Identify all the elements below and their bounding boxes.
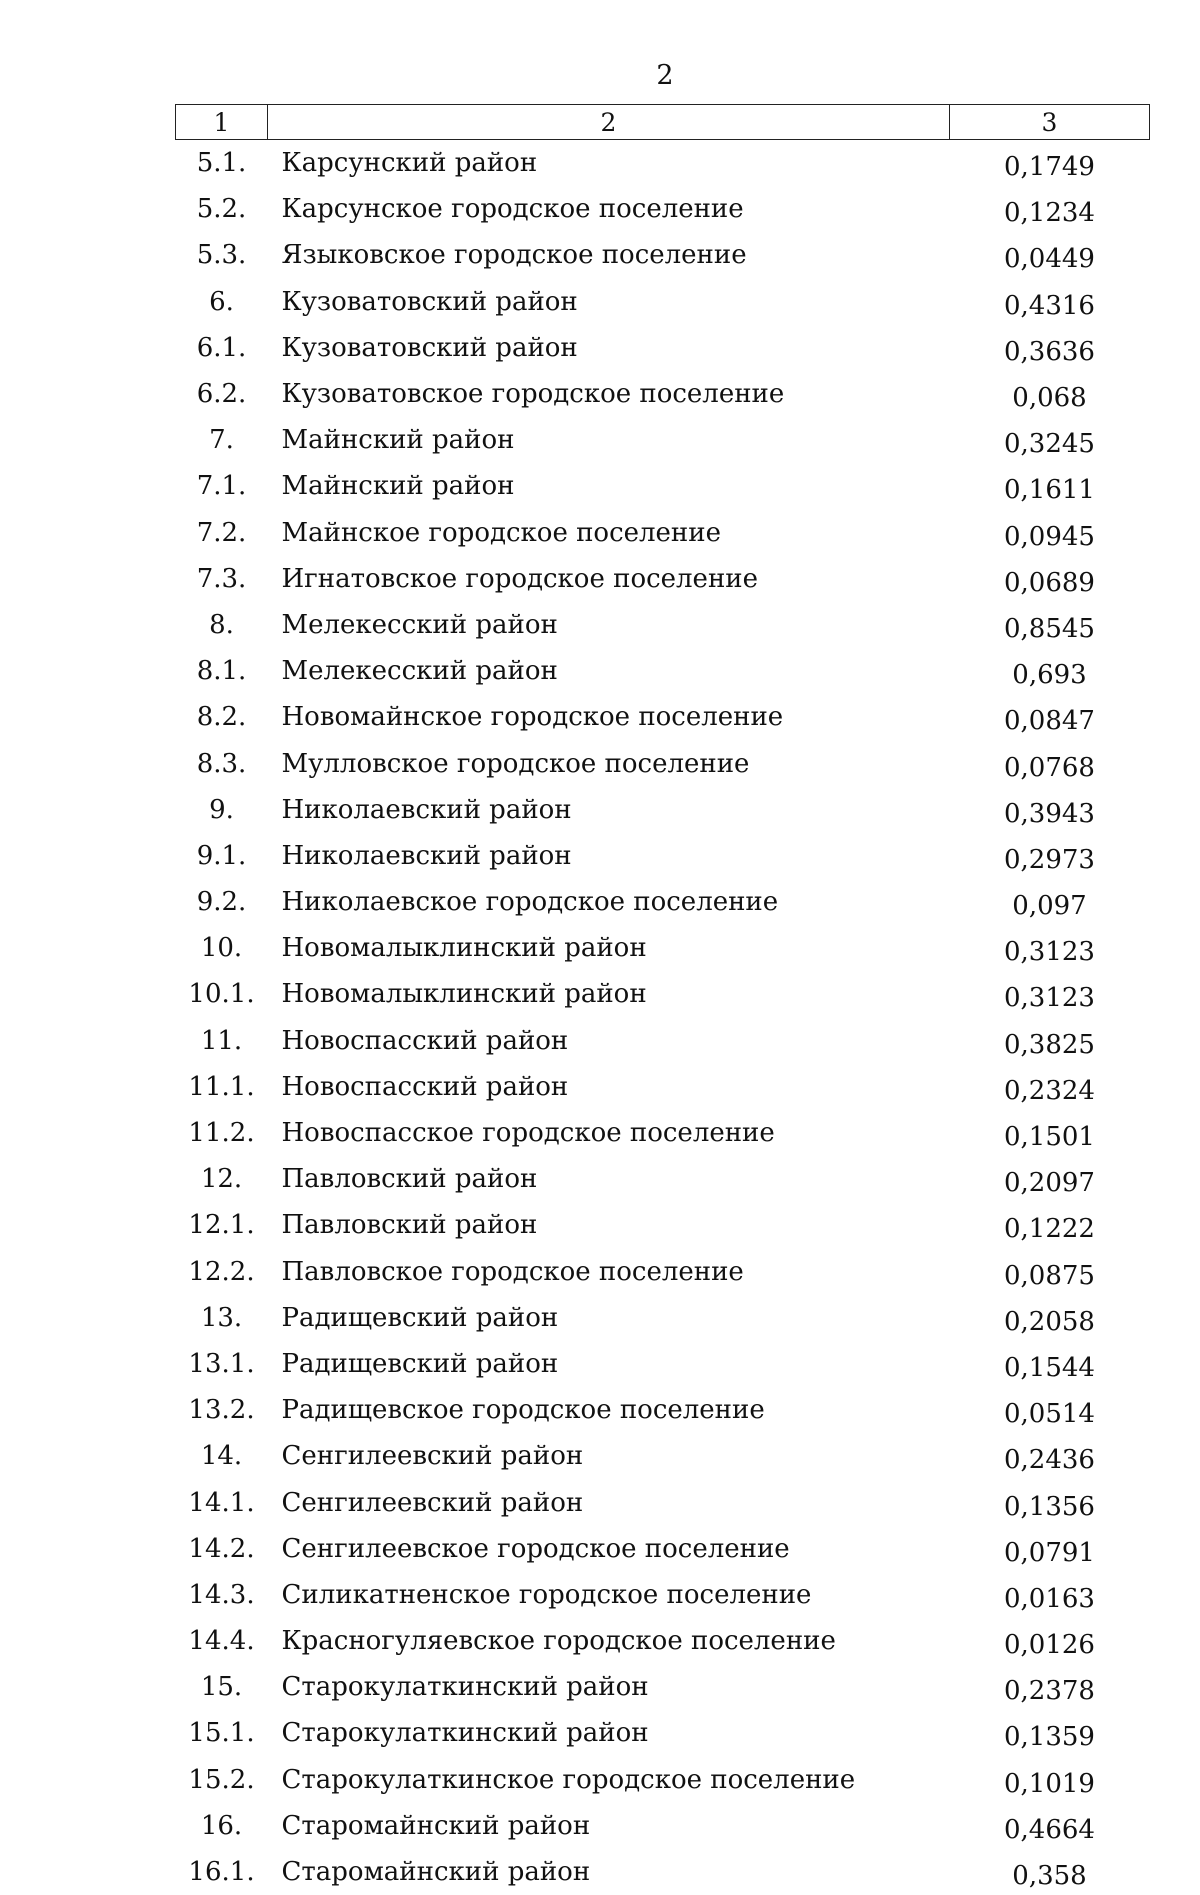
- row-value: 0,1234: [950, 186, 1150, 232]
- row-value: 0,2378: [950, 1664, 1150, 1710]
- row-number: 10.: [176, 925, 268, 971]
- row-value: 0,0514: [950, 1387, 1150, 1433]
- row-name: Мелекесский район: [268, 648, 950, 694]
- table-row: [176, 740, 1150, 786]
- row-value: 0,4316: [950, 279, 1150, 325]
- row-number: 14.3.: [176, 1572, 268, 1618]
- table-row: [176, 1479, 1150, 1525]
- row-number: 9.2.: [176, 879, 268, 925]
- row-value: 0,1611: [950, 463, 1150, 509]
- row-name: Мелекесский район: [268, 602, 950, 648]
- row-number: 12.1.: [176, 1202, 268, 1248]
- row-value: 0,3943: [950, 787, 1150, 833]
- table-row: [176, 787, 1150, 833]
- table-row: [176, 1433, 1150, 1479]
- row-name: Старокулаткинский район: [268, 1664, 950, 1710]
- row-name: Новоспасское городское поселение: [268, 1110, 950, 1156]
- table-row: [176, 1018, 1150, 1064]
- row-number: 6.1.: [176, 325, 268, 371]
- table-row: [176, 1387, 1150, 1433]
- row-value: 0,0768: [950, 740, 1150, 786]
- row-number: 6.: [176, 279, 268, 325]
- data-table: [175, 104, 1150, 1895]
- row-number: 6.2.: [176, 371, 268, 417]
- row-number: 11.1.: [176, 1064, 268, 1110]
- table-row: [176, 1295, 1150, 1341]
- table-row: [176, 1064, 1150, 1110]
- row-number: 13.2.: [176, 1387, 268, 1433]
- row-value: 0,1359: [950, 1710, 1150, 1756]
- row-value: 0,2436: [950, 1433, 1150, 1479]
- row-name: Павловский район: [268, 1156, 950, 1202]
- row-value: 0,693: [950, 648, 1150, 694]
- table-row: [176, 925, 1150, 971]
- row-number: 15.: [176, 1664, 268, 1710]
- table-row: [176, 971, 1150, 1017]
- row-name: Игнатовское городское поселение: [268, 556, 950, 602]
- row-name: Карсунское городское поселение: [268, 186, 950, 232]
- row-name: Павловский район: [268, 1202, 950, 1248]
- row-name: Красногуляевское городское поселение: [268, 1618, 950, 1664]
- row-number: 14.2.: [176, 1526, 268, 1572]
- header-col-3: 3: [950, 105, 1150, 140]
- row-value: 0,1019: [950, 1757, 1150, 1803]
- row-number: 5.3.: [176, 232, 268, 278]
- row-number: 7.: [176, 417, 268, 463]
- row-number: 16.: [176, 1803, 268, 1849]
- row-value: 0,0689: [950, 556, 1150, 602]
- row-value: 0,0126: [950, 1618, 1150, 1664]
- table-row: [176, 325, 1150, 371]
- table-row: [176, 1110, 1150, 1156]
- row-name: Новоспасский район: [268, 1064, 950, 1110]
- table-row: [176, 879, 1150, 925]
- row-value: 0,0791: [950, 1526, 1150, 1572]
- row-value: 0,3123: [950, 925, 1150, 971]
- row-value: 0,2973: [950, 833, 1150, 879]
- row-value: 0,3636: [950, 325, 1150, 371]
- table-row: [176, 648, 1150, 694]
- row-name: Сенгилеевский район: [268, 1433, 950, 1479]
- row-value: 0,1501: [950, 1110, 1150, 1156]
- table-row: [176, 556, 1150, 602]
- row-name: Старомайнский район: [268, 1803, 950, 1849]
- row-value: 0,0163: [950, 1572, 1150, 1618]
- row-value: 0,358: [950, 1849, 1150, 1895]
- row-name: Кузоватовский район: [268, 325, 950, 371]
- row-value: 0,3245: [950, 417, 1150, 463]
- table-row: [176, 1526, 1150, 1572]
- row-name: Николаевское городское поселение: [268, 879, 950, 925]
- row-name: Мулловское городское поселение: [268, 740, 950, 786]
- row-number: 7.3.: [176, 556, 268, 602]
- row-value: 0,0847: [950, 694, 1150, 740]
- row-number: 8.3.: [176, 740, 268, 786]
- row-name: Майнский район: [268, 417, 950, 463]
- table-row: [176, 1757, 1150, 1803]
- row-number: 16.1.: [176, 1849, 268, 1895]
- table-row: [176, 510, 1150, 556]
- row-number: 9.: [176, 787, 268, 833]
- table-row: [176, 232, 1150, 278]
- row-name: Старокулаткинский район: [268, 1710, 950, 1756]
- table-row: [176, 833, 1150, 879]
- table-row: [176, 140, 1150, 187]
- row-number: 8.2.: [176, 694, 268, 740]
- header-col-1: 1: [176, 105, 268, 140]
- row-number: 13.: [176, 1295, 268, 1341]
- row-value: 0,0449: [950, 232, 1150, 278]
- row-number: 8.1.: [176, 648, 268, 694]
- row-name: Николаевский район: [268, 833, 950, 879]
- row-value: 0,097: [950, 879, 1150, 925]
- row-value: 0,1544: [950, 1341, 1150, 1387]
- row-name: Кузоватовский район: [268, 279, 950, 325]
- row-value: 0,4664: [950, 1803, 1150, 1849]
- row-number: 7.2.: [176, 510, 268, 556]
- row-number: 12.: [176, 1156, 268, 1202]
- row-number: 9.1.: [176, 833, 268, 879]
- row-name: Павловское городское поселение: [268, 1249, 950, 1295]
- row-value: 0,2324: [950, 1064, 1150, 1110]
- table-header: [176, 105, 1150, 140]
- row-value: 0,0875: [950, 1249, 1150, 1295]
- row-name: Силикатненское городское поселение: [268, 1572, 950, 1618]
- row-number: 8.: [176, 602, 268, 648]
- table-row: [176, 279, 1150, 325]
- row-number: 14.1.: [176, 1479, 268, 1525]
- row-number: 11.2.: [176, 1110, 268, 1156]
- row-name: Сенгилеевское городское поселение: [268, 1526, 950, 1572]
- row-value: 0,2058: [950, 1295, 1150, 1341]
- table-row: [176, 417, 1150, 463]
- row-value: 0,1356: [950, 1479, 1150, 1525]
- row-name: Новомайнское городское поселение: [268, 694, 950, 740]
- row-name: Майнский район: [268, 463, 950, 509]
- row-value: 0,8545: [950, 602, 1150, 648]
- row-name: Радищевский район: [268, 1341, 950, 1387]
- table-body: [176, 140, 1150, 1895]
- table-row: [176, 1664, 1150, 1710]
- row-name: Кузоватовское городское поселение: [268, 371, 950, 417]
- row-number: 11.: [176, 1018, 268, 1064]
- table-row: [176, 1803, 1150, 1849]
- table-row: [176, 1249, 1150, 1295]
- row-number: 13.1.: [176, 1341, 268, 1387]
- row-name: Николаевский район: [268, 787, 950, 833]
- row-name: Сенгилеевский район: [268, 1479, 950, 1525]
- row-name: Майнское городское поселение: [268, 510, 950, 556]
- row-number: 14.: [176, 1433, 268, 1479]
- row-name: Старокулаткинское городское поселение: [268, 1757, 950, 1803]
- row-name: Языковское городское поселение: [268, 232, 950, 278]
- row-value: 0,2097: [950, 1156, 1150, 1202]
- table-row: [176, 1341, 1150, 1387]
- table-row: [176, 1202, 1150, 1248]
- row-number: 12.2.: [176, 1249, 268, 1295]
- table-row: [176, 1156, 1150, 1202]
- row-number: 15.2.: [176, 1757, 268, 1803]
- table-row: [176, 694, 1150, 740]
- row-number: 5.1.: [176, 140, 268, 187]
- table-row: [176, 463, 1150, 509]
- row-value: 0,0945: [950, 510, 1150, 556]
- page-number: 2: [0, 60, 1200, 92]
- row-value: 0,3123: [950, 971, 1150, 1017]
- row-name: Новомалыклинский район: [268, 925, 950, 971]
- header-col-2: 2: [268, 105, 950, 140]
- row-value: 0,1749: [950, 140, 1150, 187]
- row-name: Новоспасский район: [268, 1018, 950, 1064]
- row-number: 15.1.: [176, 1710, 268, 1756]
- row-number: 5.2.: [176, 186, 268, 232]
- row-number: 7.1.: [176, 463, 268, 509]
- table-row: [176, 186, 1150, 232]
- row-number: 10.1.: [176, 971, 268, 1017]
- row-name: Карсунский район: [268, 140, 950, 187]
- table-row: [176, 371, 1150, 417]
- table-row: [176, 1710, 1150, 1756]
- row-name: Старомайнский район: [268, 1849, 950, 1895]
- row-name: Радищевское городское поселение: [268, 1387, 950, 1433]
- row-number: 14.4.: [176, 1618, 268, 1664]
- row-name: Радищевский район: [268, 1295, 950, 1341]
- table-row: [176, 1572, 1150, 1618]
- table-row: [176, 1849, 1150, 1895]
- table-row: [176, 602, 1150, 648]
- row-name: Новомалыклинский район: [268, 971, 950, 1017]
- table-row: [176, 1618, 1150, 1664]
- row-value: 0,1222: [950, 1202, 1150, 1248]
- row-value: 0,3825: [950, 1018, 1150, 1064]
- row-value: 0,068: [950, 371, 1150, 417]
